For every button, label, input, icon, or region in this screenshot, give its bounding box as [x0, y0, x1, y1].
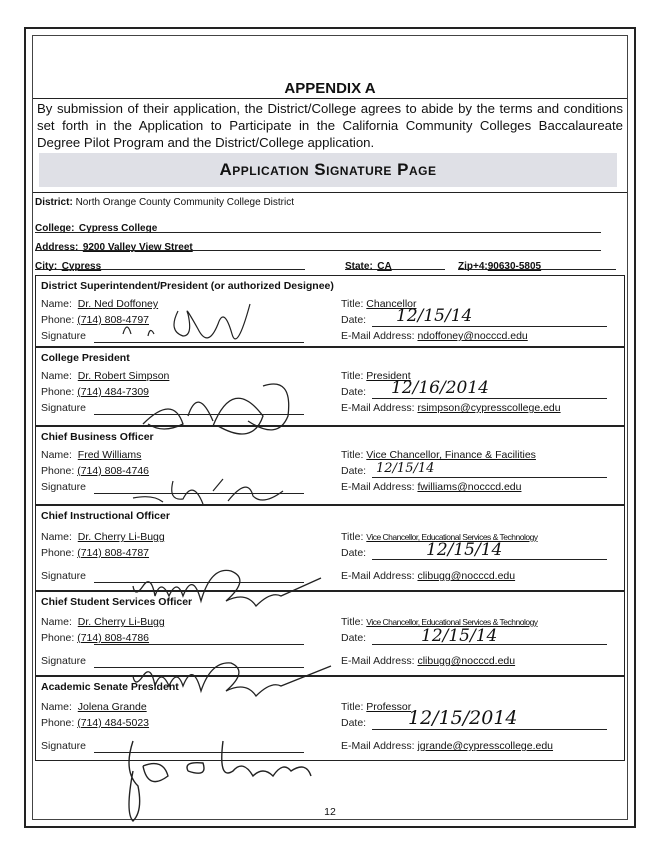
- section-heading: Chief Instructional Officer: [41, 510, 170, 522]
- email-value: rsimpson@cypresscollege.edu: [417, 402, 561, 414]
- divider: [35, 232, 601, 233]
- zip-row: [458, 256, 541, 274]
- section-heading: Academic Senate President: [41, 681, 179, 693]
- signature-scribble-superintendent: [93, 276, 293, 366]
- title-value: Vice Chancellor, Educational Services & Technology: [366, 617, 538, 627]
- phone-value: (714) 808-4786: [77, 632, 150, 644]
- address-value: 9200 Valley View Street: [82, 242, 193, 253]
- signature-scribble-student-services: [93, 616, 353, 696]
- state-row: [345, 256, 392, 274]
- date-line: [372, 477, 607, 478]
- appendix-title: APPENDIX A: [284, 80, 376, 97]
- phone-value: (714) 808-4797: [77, 314, 150, 326]
- email-field: E-Mail Address: clibugg@nocccd.edu: [341, 570, 516, 582]
- district-value: North Orange County Community College District: [75, 197, 294, 208]
- signature-field: Signature: [41, 570, 86, 582]
- date-value: 12/15/14: [376, 461, 435, 476]
- name-field: Name: Jolena Grande: [41, 701, 147, 713]
- title-value: Chancellor: [366, 298, 417, 310]
- name-field: Name: Dr. Cherry Li-Bugg: [41, 531, 165, 543]
- divider: [33, 192, 627, 193]
- phone-value: (714) 808-4746: [77, 465, 150, 477]
- date-field: Date:: [341, 314, 367, 326]
- section-heading: Chief Business Officer: [41, 431, 154, 443]
- signature-field: Signature: [41, 740, 86, 752]
- email-value: fwilliams@nocccd.edu: [417, 481, 522, 493]
- signature-field: Signature: [41, 655, 86, 667]
- title-field: Title: Professor: [341, 701, 412, 713]
- title-field: Title: Vice Chancellor, Educational Services & Technology: [341, 616, 538, 628]
- title-field: Title: Vice Chancellor, Finance & Facilities: [341, 449, 536, 461]
- banner-title: Application Signature Page: [219, 160, 437, 179]
- divider: [33, 98, 627, 99]
- name-field: Name: Fred Williams: [41, 449, 142, 461]
- signature-field: Signature: [41, 330, 86, 342]
- email-value: clibugg@nocccd.edu: [417, 570, 516, 582]
- city-value: Cypress: [61, 261, 102, 272]
- title-value: Professor: [366, 701, 412, 713]
- state-value: CA: [377, 261, 392, 272]
- zip-label: Zip+4:: [458, 261, 488, 272]
- date-field: Date:: [341, 547, 367, 559]
- signature-scribble-president: [93, 356, 313, 446]
- email-value: clibugg@nocccd.edu: [417, 655, 516, 667]
- section-heading: College President: [41, 352, 130, 364]
- phone-field: Phone: (714) 484-5023: [41, 717, 150, 729]
- title-field: Title: Vice Chancellor, Educational Services & Technology: [341, 531, 538, 543]
- name-field: Name: Dr. Robert Simpson: [41, 370, 170, 382]
- date-field: Date:: [341, 632, 367, 644]
- phone-field: Phone: (714) 808-4797: [41, 314, 150, 326]
- email-field: E-Mail Address: clibugg@nocccd.edu: [341, 655, 516, 667]
- district-label: District:: [35, 197, 73, 208]
- email-value: ndoffoney@nocccd.edu: [417, 330, 528, 342]
- title-value: Vice Chancellor, Educational Services & Technology: [366, 532, 538, 542]
- name-value: Dr. Cherry Li-Bugg: [77, 616, 165, 628]
- email-value: jgrande@cypresscollege.edu: [417, 740, 554, 752]
- name-value: Fred Williams: [77, 449, 142, 461]
- date-line: [372, 729, 607, 730]
- name-value: Dr. Robert Simpson: [77, 370, 170, 382]
- date-value: 12/16/2014: [391, 378, 489, 398]
- name-field: Name: Dr. Cherry Li-Bugg: [41, 616, 165, 628]
- signature-scribble-instructional: [93, 526, 343, 606]
- signature-scribble-business: [93, 436, 313, 516]
- phone-field: Phone: (714) 808-4787: [41, 547, 150, 559]
- page-frame: [24, 27, 636, 828]
- address-row: [35, 237, 193, 255]
- date-line: [372, 326, 607, 327]
- title-field: Title: President: [341, 370, 411, 382]
- city-row: [35, 256, 101, 274]
- city-label: City:: [35, 261, 58, 272]
- divider: [458, 269, 616, 270]
- date-line: [372, 398, 607, 399]
- zip-value: 90630-5805: [487, 261, 542, 272]
- date-value: 12/15/14: [396, 306, 473, 326]
- title-value: Vice Chancellor, Finance & Facilities: [366, 449, 536, 461]
- email-field: E-Mail Address: ndoffoney@nocccd.edu: [341, 330, 528, 342]
- intro-paragraph: By submission of their application, the District/College agrees to abide by the terms and conditions set forth in the Application to Participate in the California Community Colleges Baccalaureate Degree Pilot Program and the District/College application.: [37, 101, 623, 150]
- title-field: Title: Chancellor: [341, 298, 417, 310]
- section-heading: District Superintendent/President (or authorized Designee): [41, 280, 334, 292]
- inner-frame: [32, 35, 628, 820]
- college-row: [35, 218, 157, 236]
- date-field: Date:: [341, 386, 367, 398]
- signature-field: Signature: [41, 481, 86, 493]
- date-value: 12/15/14: [421, 626, 498, 646]
- email-field: E-Mail Address: jgrande@cypresscollege.edu: [341, 740, 554, 752]
- name-value: Jolena Grande: [77, 701, 147, 713]
- divider: [35, 269, 305, 270]
- phone-field: Phone: (714) 484-7309: [41, 386, 150, 398]
- date-value: 12/15/14: [426, 540, 503, 560]
- section-heading: Chief Student Services Officer: [41, 596, 193, 608]
- college-label: College:: [35, 223, 75, 234]
- phone-field: Phone: (714) 808-4746: [41, 465, 150, 477]
- college-value: Cypress College: [78, 223, 158, 234]
- name-value: Dr. Cherry Li-Bugg: [77, 531, 165, 543]
- title-value: President: [366, 370, 411, 382]
- date-value: 12/15/2014: [408, 707, 518, 729]
- email-field: E-Mail Address: rsimpson@cypresscollege.edu: [341, 402, 561, 414]
- district-row: [35, 197, 294, 208]
- state-label: State:: [345, 261, 373, 272]
- divider: [345, 269, 445, 270]
- divider: [35, 250, 601, 251]
- phone-field: Phone: (714) 808-4786: [41, 632, 150, 644]
- email-field: E-Mail Address: fwilliams@nocccd.edu: [341, 481, 522, 493]
- name-value: Dr. Ned Doffoney: [77, 298, 159, 310]
- phone-value: (714) 808-4787: [77, 547, 150, 559]
- date-field: Date:: [341, 465, 367, 477]
- address-label: Address:: [35, 242, 79, 253]
- signature-page-banner: [39, 153, 617, 187]
- page-number: 12: [324, 806, 336, 818]
- name-field: Name: Dr. Ned Doffoney: [41, 298, 159, 310]
- date-field: Date:: [341, 717, 367, 729]
- phone-value: (714) 484-5023: [77, 717, 150, 729]
- phone-value: (714) 484-7309: [77, 386, 150, 398]
- signature-field: Signature: [41, 402, 86, 414]
